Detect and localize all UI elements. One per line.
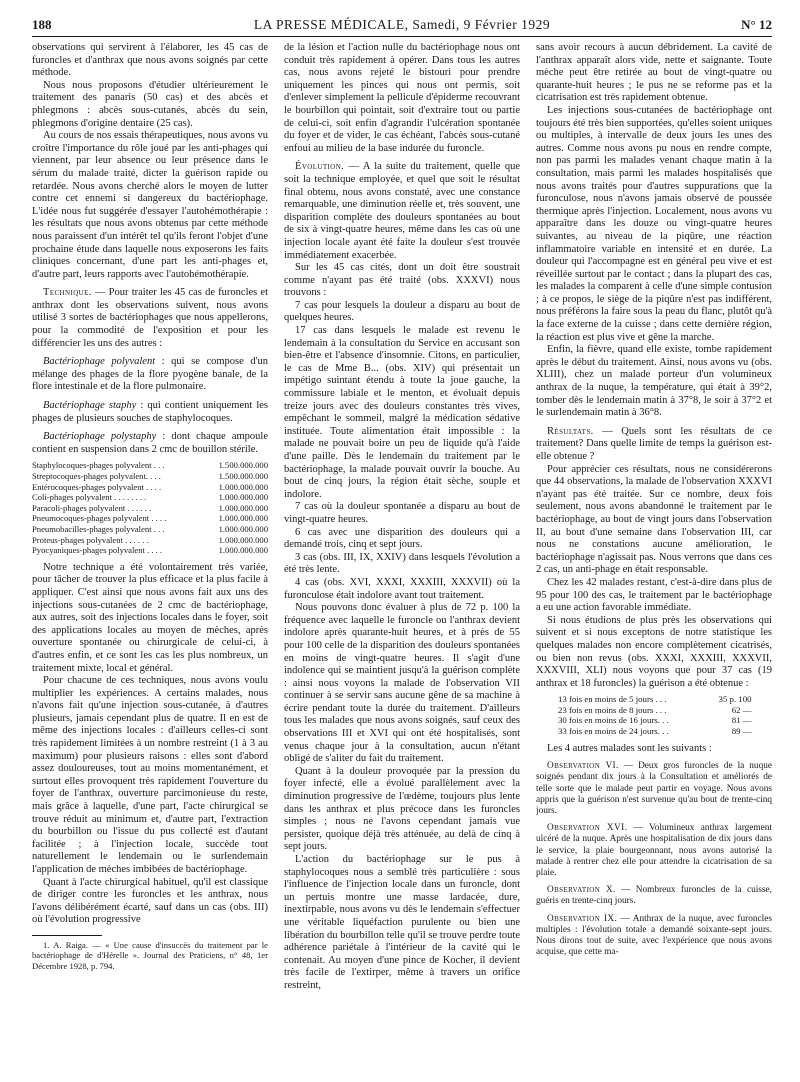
paragraph-text: — A la suite du traitement, quelle que soit la technique employée, et quel que soit le résultat final obtenu, nous avons constaté, avec une constance remarquable, une diminution réelle et, très souvent, une disparition complète des douleurs spontanées au bout de six à vingt-quatre heures, même dans les cas où une injection locale ayant été faite la douleur s'est trouvée immédiatement exacerbée.	[284, 161, 520, 261]
stat-value: 89 —	[731, 726, 752, 737]
definition-text: : qui se compose d'un mélange des phages de la flore pyogène banale, de la flore intestinale et de la flore pulmonaire.	[32, 356, 268, 393]
definition-polystaphy	[32, 431, 268, 456]
paragraph: Quant à la douleur provoquée par la pression du foyer infecté, elle a évolué parallèlement avec la diminution progressive de l'œdème, toujours plus lente dans les anthrax et plus précoce dans les furoncles simples ; nous ne l'avons cependant jamais vue persister, quoique déjà très atténuée, au delà de cinq à sept jours.	[284, 765, 520, 853]
table-row	[32, 524, 268, 535]
stat-text: 23 fois en moins de 8 jours . . .	[558, 704, 667, 715]
technique-paragraph	[32, 287, 268, 350]
results-paragraph	[536, 426, 772, 464]
observation-label: Observation IX.	[547, 913, 618, 924]
column-3	[536, 42, 772, 1072]
stat-value: 81 —	[731, 715, 752, 726]
paragraph: Notre technique a été volontairement très variée, pour tâcher de trouver la plus efficace et la plus facile à appliquer. C'est ainsi que nous avons fait aux uns des injections sous-cutanées de 2 cmc de bactériophage, aux autres, soit des injections locales dans le foyer, soit des applications locales au moyen de mèches, après ouverture spontanée ou chirurgicale de celui-ci, à d'autres enfin, et ce sont les cas les plus nombreux, un traitement mixte, local et général.	[32, 561, 268, 674]
footnote-divider	[32, 935, 102, 936]
stat-text: 13 fois en moins de 5 jours . . .	[558, 694, 667, 705]
table-row	[558, 694, 752, 705]
paragraph: Chez les 42 malades restant, c'est-à-dire dans plus de 95 pour 100 des cas, le traitement par le bactériophage a eu une action favorable immédiate.	[536, 576, 772, 614]
stat-value: 62 —	[731, 704, 752, 715]
table-row	[32, 545, 268, 556]
phage-name: Proteus-phages polyvalent . . . . . .	[32, 534, 149, 545]
paragraph: Au cours de nos essais thérapeutiques, nous avons vu croître l'importance du rôle joué par les anti-phages qui viennent, par leur absence ou leur présence dans le sérum du malade traité, dicter la guérison rapide ou retardée. Nous avons cherché alors le moyen de lutter contre cet ennemi si dangereux du bactériophage. L'idée nous fut suggérée d'essayer l'autohémothérapie : les résultats que nous avons obtenus par cette méthode nous paraissent d'un intérêt tel qu'ils feront l'objet d'une prochaine étude dans laquelle nous exposerons les faits cliniques concernant, d'une part les anti-phages et, d'autre part, leurs rapports avec l'autohémothérapie.	[32, 130, 268, 280]
phage-name: Paracoli-phages polyvalent . . . . . .	[32, 502, 152, 513]
paragraph: 7 cas où la douleur spontanée a disparu au bout de vingt-quatre heures.	[284, 501, 520, 525]
term: Bactériophage staphy	[43, 400, 137, 412]
definition-polyvalent	[32, 356, 268, 394]
observation-vi	[536, 761, 772, 817]
observation-text: — Volumineux anthrax largement ulcéré de la nuque. Après une hospitalisation de dix jours dans le service, la plaie bourgeonnant, nous avons autorisé la malade à rentrer chez elle pour attendre la cicatrisation de sa plaie.	[536, 823, 772, 879]
page-number: 188	[32, 17, 52, 32]
table-row	[558, 715, 752, 726]
paragraph-text: — Quels sont les résultats de ce traitement? Dans quelle limite de temps la guérison est-elle obtenue ?	[536, 425, 772, 462]
phage-count: 1.000.000.000	[218, 481, 268, 492]
paragraph: 7 cas pour lesquels la douleur a disparu au bout de quelques heures.	[284, 299, 520, 324]
phage-name: Pyocyaniques-phages polyvalent . . . .	[32, 545, 163, 556]
stat-value: 35 p. 100	[718, 694, 752, 705]
table-row	[32, 471, 268, 482]
observation-text: — Anthrax de la nuque, avec furoncles multiples : l'évolution totale a demandé soixante-sept jours. Nous dirons tout de suite, avec l'expérience que nous avons acquise, que cette ma-	[536, 913, 772, 958]
phage-count: 1.000.000.000	[218, 545, 268, 556]
phage-composition-table	[32, 460, 268, 555]
section-heading: Évolution.	[295, 161, 345, 173]
paragraph: de la lésion et l'action nulle du bactériophage nous ont conduit très rapidement à opérer. Dans tous les autres cas, nous avons rejeté le bistouri pour prendre uniquement les pinces qui nous ont permis, soit d'enlever simplement la pellicule d'épiderme recouvrant le bourbillon qui pointait, soit d'extraire tout ou partie de celui-ci, soit enfin d'agrandir l'ulcération spontanée du foyer et de vider, le cas échéant, l'abcès sous-cutané enfoui au milieu de la base indurée du furoncle.	[284, 42, 520, 154]
paragraph: Pour apprécier ces résultats, nous ne considérerons que 44 observations, la malade de l'observation XXXVI n'ayant pas été traitée. Sur ce nombre, deux fois seulement, nous avons abandonné le traitement par le bactériophage, au bout de vingt jours dans l'observation II, au bout d'une semaine dans l'observation III, car nous ne constations aucune amélioration, le bactériophage n'agissait pas. Nous verrons que dans ces 2 cas, un anti-phage en était responsable.	[536, 463, 772, 576]
paragraph-text: — Pour traiter les 45 cas de furoncles et anthrax dont les observations suivent, nous avons utilisé 3 sortes de bactériophages que nous appellerons, pour la commodité de l'exposition et pour les différencier les uns des autres :	[32, 287, 268, 349]
observation-text: — Nombreux furoncles de la cuisse, guéris en trente-cinq jours.	[536, 885, 772, 907]
paragraph: 17 cas dans lesquels le malade est revenu le lendemain à la consultation du Service en accusant son bien-être et l'absence d'insomnie. Citons, en particulier, le cas de Mme B... (obs. XIV) qui présentait un impétigo suintant étendu à toute la joue gauche, la commissure labiale et le menton, et évoluait depuis treize jours avec des douleurs constantes très vives, empêchant le sommeil, malgré la médication sédative instituée. Toute alimentation était impossible : la malade ne pouvait boire un peu de liquide qu'à l'aide d'une paille. Dès le lendemain du traitement par le bactériophage, la malade pouvait ouvrir la bouche. Au bout de cinq jours, la région était sèche, souple et indolore.	[284, 325, 520, 500]
column-2	[284, 42, 520, 1072]
table-row	[32, 513, 268, 524]
evolution-paragraph	[284, 161, 520, 262]
table-row	[32, 482, 268, 493]
paragraph: Enfin, la fièvre, quand elle existe, tombe rapidement après le début du traitement. Ainsi, nous avons vu (obs. XLIII), chez un malade porteur d'un volumineux anthrax de la nuque, la température, qui était à 39°2, tomber dès le lendemain matin à 37°8, le soir à 37°2 et le surlendemain matin à 36°8.	[536, 344, 772, 419]
table-row	[32, 492, 268, 503]
healing-stats-table	[558, 694, 752, 736]
issue-number: N° 12	[741, 17, 772, 32]
observation-xvi	[536, 823, 772, 879]
observation-x	[536, 885, 772, 907]
paragraph: Si nous étudions de plus près les observations qui suivent et si nous exceptons de notre statistique les quelques malades non encore complètement cicatrisés, ou bien non revus (obs. XXXI, XXXIII, XXXVII, XXXVIII, XLI) nous voyons que pour 37 cas (19 anthrax et 18 furoncles) la guérison a été obtenue :	[536, 614, 772, 689]
phage-count: 1.000.000.000	[218, 502, 268, 513]
paragraph: 3 cas (obs. III, IX, XXIV) dans lesquels l'évolution a été très lente.	[284, 551, 520, 576]
page-header	[32, 16, 772, 37]
phage-name: Coli-phages polyvalent . . . . . . . .	[32, 492, 147, 503]
paragraph: Quant à l'acte chirurgical habituel, qu'il est classique de diriger contre les furoncles et les anthrax, nous l'avons délibérément écarté, sauf dans un cas (obs. III) où l'évolution progressive	[32, 876, 268, 926]
section-heading: Résultats.	[547, 425, 594, 437]
definition-text: : dont chaque ampoule contient en suspension dans 2 cmc de bouillon stérile.	[32, 431, 268, 455]
phage-count: 1.500.000.000	[218, 460, 268, 471]
table-row	[558, 705, 752, 716]
table-row	[558, 726, 752, 737]
phage-count: 1.000.000.000	[218, 523, 268, 534]
observation-label: Observation VI.	[547, 761, 619, 772]
table-row	[32, 503, 268, 514]
paragraph: L'action du bactériophage sur le pus à staphylocoques nous a semblé très particulière : sous l'influence de l'injection locale dans un furoncle, dont un pertuis montre une masse lardacée, dure, inextirpable, nous avons vu dès le lendemain s'effectuer une véritable liquéfaction purulente ou bien une libération du bourbillon telle qu'il se trouve perdre toute adhérence pariétale à l'intérieur de la cavité qui le contenait. Au moyen d'une pince de Kocher, il devient très facile de l'extirper, même à travers un orifice restreint,	[284, 854, 520, 991]
observation-label: Observation X.	[547, 885, 616, 896]
paragraph: Nous nous proposons d'étudier ultérieurement le traitement des panaris (50 cas) et des abcès et phlegmons : abcès sous-cutanés, abcès du sein, phlegmons d'origine dentaire (25 cas).	[32, 79, 268, 129]
column-1	[32, 42, 268, 1072]
paragraph: Sur les 45 cas cités, dont un doit être soustrait comme n'ayant pas été traité (obs. XXXVI) nous trouvons :	[284, 262, 520, 299]
phage-count: 1.000.000.000	[218, 534, 268, 545]
paragraph: Les injections sous-cutanées de bactériophage ont toujours été très bien supportées, qu'elles soient uniques ou multiples, à intervalle de deux jours les unes des autres. Comme nous avons pu nous en rendre compte, non pas parmi les malades venant chaque matin à la consultation, mais parmi les malades hospitalisés que nous avons traités pour d'autres suppurations que la furonculose, nous n'avons jamais observé de poussée thermique après l'injection. Localement, nous avons vu apparaître dans les douze ou vingt-quatre heures suivantes, au niveau de la piqûre, une réaction inflammatoire variable en intensité et en durée. La douleur qui l'accompagne est en général peu vive et est réveillée surtout par le contact ; dans la plupart des cas, les malades la comparent à celle d'une simple contusion ; à ce propos, le siège de la piqûre n'est pas indifférent, nous préférons la faire sous la peau du flanc, plutôt qu'à la face externe de la cuisse ; dans cette dernière région, la réaction est plus vive et gêne la marche.	[536, 104, 772, 343]
paragraph: sans avoir recours à aucun débridement. La cavité de l'anthrax apparaît alors vide, nette et saignante. Toute mèche peut être retirée au bout de vingt-quatre ou quarante-huit heures ; le pus ne se reforme pas et la cicatrisation est très rapidement obtenue.	[536, 42, 772, 104]
section-heading: Technique.	[43, 287, 92, 299]
observation-ix	[536, 914, 772, 959]
paragraph: 6 cas avec une disparition des douleurs qui a demandé trois, cinq et sept jours.	[284, 526, 520, 551]
paragraph: Pour chacune de ces techniques, nous avons voulu multiplier les expériences. A certains malades, nous n'avons fait qu'une injection sous-cutanée, à d'autres plusieurs, jamais cependant plus de quatre. Il en est de même des injections locales : d'ailleurs celles-ci sont très rapidement limitées à un nombre restreint (1 à 3 au maximum) pour plusieurs raisons : elles sont d'abord assez douloureuses, tout au moins momentanément, et surtout elles provoquent très rapidement l'ouverture du foyer de l'anthrax, ouverture parcimonieuse du reste, mais grâce à laquelle, d'une part, l'acte chirurgical se trouve réduit au minimum et, d'autre part, l'extraction du bourbillon ou l'issue du pus collecté est d'autant facilitée ; à l'injection locale, succède tout naturellement le lendemain ou le surlendemain l'application de mèches imbibées de bactériophage.	[32, 675, 268, 875]
table-row	[32, 460, 268, 471]
observation-text: — Deux gros furoncles de la nuque soignés pendant dix jours à la Consultation et améliorés de telle sorte que le malade peut partir en voyage. Nous avons appris que la guérison n'est survenue qu'au bout de trente-cinq jours.	[536, 761, 772, 817]
phage-name: Pneumocoques-phages polyvalent . . . .	[32, 513, 167, 524]
phage-count: 1.000.000.000	[218, 492, 268, 503]
phage-count: 1.000.000.000	[218, 513, 268, 524]
definition-staphy	[32, 400, 268, 425]
term: Bactériophage polystaphy	[43, 431, 157, 443]
stat-text: 30 fois en moins de 16 jours. . .	[558, 715, 669, 726]
paragraph: observations qui servirent à l'élaborer, les 45 cas de furoncles et d'anthrax que nous avons soignés par cette méthode.	[32, 42, 268, 79]
stat-text: 33 fois en moins de 24 jours. . .	[558, 726, 669, 737]
definition-text: : qui contient uniquement les phages de plusieurs souches de staphylocoques.	[32, 400, 268, 424]
phage-name: Streptocoques-phages polyvalent. . . .	[32, 471, 161, 481]
paragraph: Nous pouvons donc évaluer à plus de 72 p. 100 la fréquence avec laquelle le furoncle ou l'anthrax devient indolore après quarante-huit heures, et à près de 55 pour 100 celle de la disparition des douleurs spontanées en moins de vingt-quatre heures. Il s'agit d'une indolence qui se maintient jusqu'à la guérison complète : ainsi nous voyons la malade de l'observation VII continuer à se servir sans aucune gêne de sa machine à écrire pendant toute la durée du traitement. D'ailleurs tous les malades que nous avons soignés, sauf ceux des observations III et XVI qui ont été hospitalisés, sont venus chaque jour à la consultation, aucun n'étant obligé de s'aliter du fait du traitement.	[284, 602, 520, 765]
paragraph: Les 4 autres malades sont les suivants :	[547, 742, 712, 754]
observation-label: Observation XVI.	[547, 823, 628, 834]
phage-count: 1.500.000.000	[218, 471, 268, 481]
footnote: 1. A. Raiga. — « Une cause d'insuccès du traitement par le bactériophage de d'Hérelle ». Journal des Praticiens, n° 48, 1er Décembre 1928, p. 794.	[32, 939, 268, 971]
term: Bactériophage polyvalent	[43, 356, 156, 368]
phage-name: Entérocoques-phages polyvalent . . . .	[32, 481, 162, 492]
phage-name: Pneumobacilles-phages polyvalent . . .	[32, 523, 165, 534]
table-row	[32, 535, 268, 546]
phage-name: Staphylocoques-phages polyvalent . . .	[32, 460, 165, 471]
journal-title: LA PRESSE MÉDICALE, Samedi, 9 Février 1929	[253, 17, 551, 32]
paragraph: 4 cas (obs. XVI, XXXI, XXXIII, XXXVII) où la furonculose était indolore avant tout traitement.	[284, 576, 520, 601]
